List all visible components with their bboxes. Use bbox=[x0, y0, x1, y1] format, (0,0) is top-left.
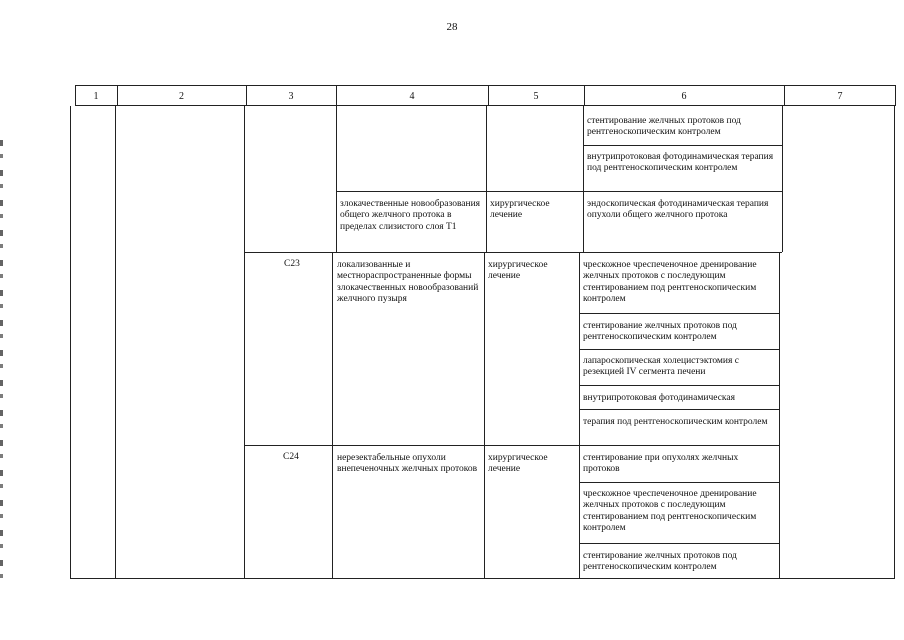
grid-line bbox=[246, 85, 247, 106]
procedure-cell: чрескожное чреспеченочное дренирование желчных протоков с последующим стентированием под рентгеноскопическим контролем bbox=[583, 260, 757, 304]
header-col-3: 3 bbox=[246, 85, 336, 106]
header-col-5: 5 bbox=[488, 85, 584, 106]
grid-line bbox=[484, 252, 485, 579]
header-col-4: 4 bbox=[336, 85, 488, 106]
grid-line bbox=[75, 85, 76, 106]
grid-line bbox=[784, 85, 785, 106]
grid-line bbox=[579, 349, 779, 350]
procedure-cell: стентирование при опухолях желчных протоков bbox=[583, 453, 739, 475]
treatment-cell: хирургическое лечение bbox=[490, 199, 550, 221]
page-number: 28 bbox=[446, 21, 458, 33]
header-col-1: 1 bbox=[75, 85, 117, 106]
grid-line bbox=[70, 106, 71, 579]
grid-line bbox=[488, 85, 489, 106]
procedure-cell: чрескожное чреспеченочное дренирование желчных протоков с последующим стентированием под рентгеноскопическим контролем bbox=[583, 489, 757, 533]
procedure-cell: стентирование желчных протоков под рентгеноскопическим контролем bbox=[583, 321, 737, 343]
procedure-cell: внутрипротоковая фотодинамическая терапия под рентгеноскопическим контролем bbox=[587, 152, 774, 174]
grid-line bbox=[336, 85, 337, 106]
treatment-cell: хирургическое лечение bbox=[488, 260, 548, 282]
grid-line bbox=[70, 578, 895, 579]
grid-line bbox=[894, 106, 895, 579]
procedure-cell: лапароскопическая холецистэктомия с резекцией IV сегмента печени bbox=[583, 356, 739, 378]
grid-line bbox=[244, 445, 779, 446]
grid-line bbox=[579, 409, 779, 410]
grid-line bbox=[583, 145, 782, 146]
grid-line bbox=[782, 106, 783, 252]
grid-line bbox=[895, 85, 896, 106]
procedure-cell: внутрипротоковая фотодинамическая bbox=[583, 393, 735, 403]
grid-line bbox=[336, 106, 337, 252]
grid-line bbox=[779, 252, 780, 579]
procedure-cell: стентирование желчных протоков под рентгеноскопическим контролем bbox=[583, 551, 737, 573]
grid-line bbox=[583, 106, 584, 252]
grid-line bbox=[115, 106, 116, 579]
grid-line bbox=[332, 252, 333, 579]
header-col-6: 6 bbox=[584, 85, 784, 106]
procedure-cell: стентирование желчных протоков под рентгеноскопическим контролем bbox=[587, 116, 741, 138]
header-col-2: 2 bbox=[117, 85, 246, 106]
grid-line bbox=[579, 543, 779, 544]
grid-line bbox=[584, 85, 585, 106]
grid-line bbox=[579, 313, 779, 314]
treatment-cell: хирургическое лечение bbox=[488, 453, 548, 475]
grid-line bbox=[486, 106, 487, 252]
diagnosis-cell: локализованные и местнораспространенные формы злокачественных новообразований желчного пузыря bbox=[337, 260, 479, 304]
code-cell: С24 bbox=[283, 452, 299, 462]
diagnosis-cell: нерезектабельные опухоли внепеченочных желчных протоков bbox=[337, 453, 478, 475]
code-cell: С23 bbox=[284, 259, 300, 269]
diagnosis-cell: злокачественные новообразования общего желчного протока в пределах слизистого слоя Т1 bbox=[340, 199, 481, 232]
scan-artifact bbox=[0, 140, 3, 580]
header-col-7: 7 bbox=[784, 85, 896, 106]
grid-line bbox=[579, 252, 580, 579]
grid-line bbox=[336, 191, 782, 192]
procedure-cell: терапия под рентгеноскопическим контролем bbox=[583, 417, 768, 427]
grid-line bbox=[117, 85, 118, 106]
grid-line bbox=[579, 385, 779, 386]
grid-line bbox=[579, 482, 779, 483]
grid-line bbox=[244, 106, 245, 579]
procedure-cell: эндоскопическая фотодинамическая терапия опухоли общего желчного протока bbox=[587, 199, 769, 221]
grid-line bbox=[244, 252, 782, 253]
